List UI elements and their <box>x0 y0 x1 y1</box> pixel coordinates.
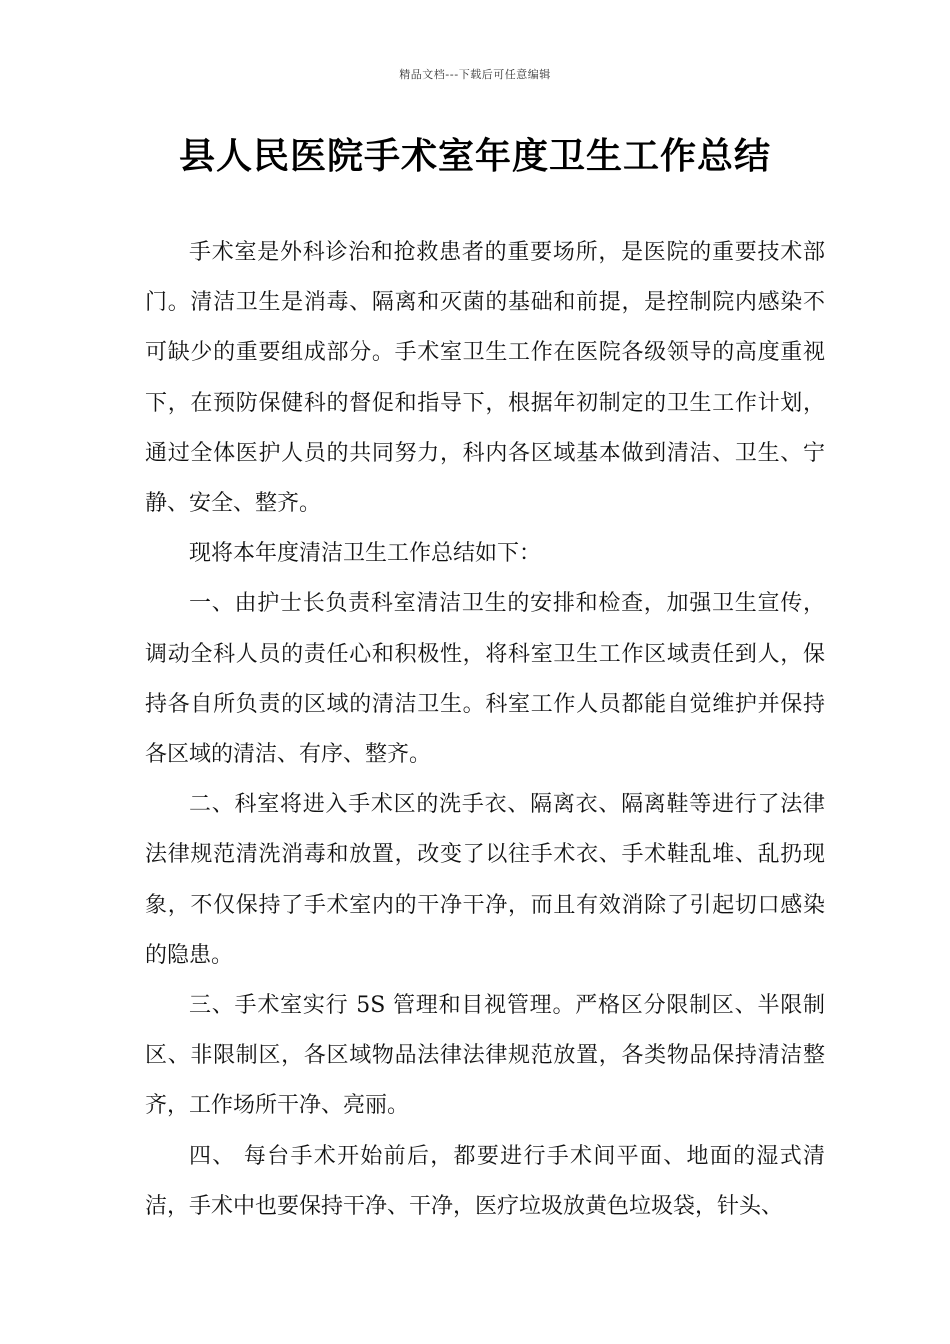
paragraph-item-2: 二、科室将进入手术区的洗手衣、隔离衣、隔离鞋等进行了法律法律规范清洗消毒和放置，改变了以往手术衣、手术鞋乱堆、乱扔现象，不仅保持了手术室内的干净干净，而且有效消除了引起切口感染的隐患。 <box>145 792 825 968</box>
paragraph-item-3: 三、手术室实行 5S 管理和目视管理。严格区分限制区、半限制区、非限制区，各区域物品法律法律规范放置，各类物品保持清洁整齐，工作场所干净、亮丽。 <box>145 993 825 1119</box>
paragraph-summary-lead: 现将本年度清洁卫生工作总结如下： <box>189 541 542 567</box>
header-note: 精品文档---下载后可任意编辑 <box>399 68 551 81</box>
paragraph-item-1: 一、由护士长负责科室清洁卫生的安排和检查，加强卫生宣传，调动全科人员的责任心和积极性，将科室卫生工作区域责任到人，保持各自所负责的区域的清洁卫生。科室工作人员都能自觉维护并保持各区域的清洁、有序、整齐。 <box>145 591 825 768</box>
document-body <box>145 228 825 1232</box>
paragraph-intro: 手术室是外科诊治和抢救患者的重要场所，是医院的重要技术部门。清洁卫生是消毒、隔离和灭菌的基础和前提，是控制院内感染不可缺少的重要组成部分。手术室卫生工作在医院各级领导的高度重视下，在预防保健科的督促和指导下，根据年初制定的卫生工作计划，通过全体医护人员的共同努力，科内各区域基本做到清洁、卫生、宁静、安全、整齐。 <box>145 240 825 517</box>
document-title: 县人民医院手术室年度卫生工作总结 <box>178 136 771 177</box>
paragraph-item-4: 四、 每台手术开始前后，都要进行手术间平面、地面的湿式清洁，手术中也要保持干净、干净，医疗垃圾放黄色垃圾袋，针头、 <box>145 1143 825 1219</box>
